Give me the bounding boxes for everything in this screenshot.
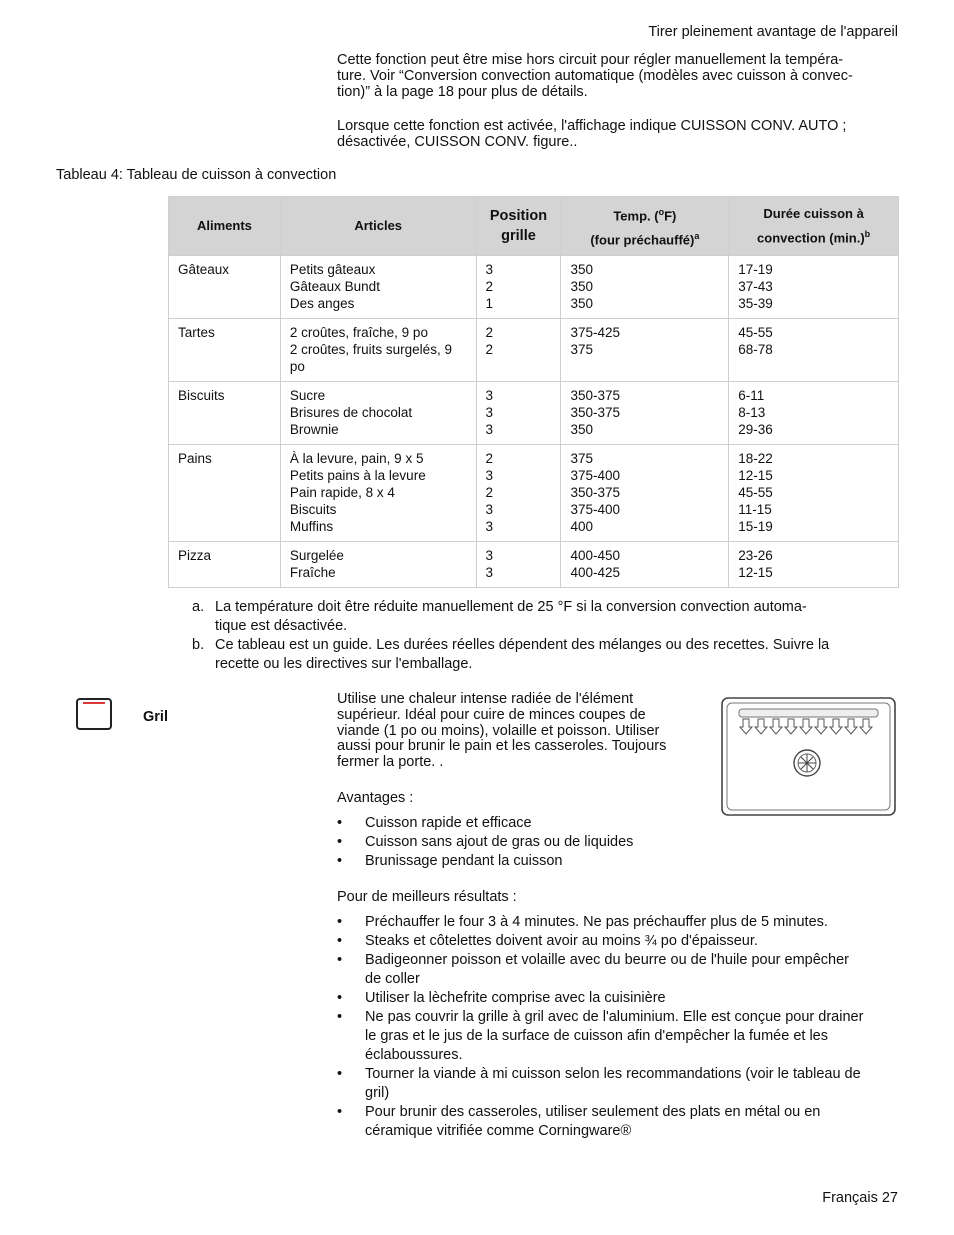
intro-paragraph-1: [337, 52, 897, 100]
table-header-row: [169, 197, 899, 256]
header-position: [476, 197, 561, 256]
cell-position-line: 2: [485, 485, 494, 500]
broil-label: Gril: [143, 709, 168, 725]
list-item-line: Ne pas couvrir la grille à gril avec de l'aluminium. Elle est conçue pour drainer: [365, 1009, 864, 1025]
cell-articles-line: po: [289, 359, 305, 374]
cell-articles: [280, 382, 476, 445]
heat-arrow: [800, 719, 812, 734]
heat-arrow: [860, 719, 872, 734]
header-articles: Articles: [280, 197, 476, 256]
cell-duree-line: 37-43: [738, 279, 773, 294]
cell-temp: [561, 382, 729, 445]
cell-temp-line: 350-375: [570, 485, 621, 500]
oven-broil-illustration: [721, 697, 897, 817]
intro-line: Lorsque cette fonction est activée, l'affichage indique CUISSON CONV. AUTO ;: [337, 118, 847, 134]
footnote-mark: b.: [192, 637, 205, 653]
cell-temp-line: 375-425: [570, 325, 621, 340]
cell-temp: [561, 319, 729, 382]
footnote-text: [215, 636, 829, 674]
list-item-line: Pour brunir des casseroles, utiliser seulement des plats en métal ou en: [365, 1104, 821, 1120]
cell-duree: [729, 382, 899, 445]
bullet-icon: •: [337, 1009, 343, 1025]
header-text: Durée cuisson à: [763, 205, 864, 221]
cell-duree: [729, 319, 899, 382]
cell-articles-line: Muffins: [289, 519, 334, 534]
table-footnotes: [192, 598, 882, 674]
footnote-text: [215, 598, 807, 636]
list-item: [337, 814, 899, 833]
footnote-line: recette ou les directives sur l'emballage.: [215, 656, 473, 672]
bullet-icon: •: [337, 990, 343, 1006]
description-line: aussi pour brunir le pain et les casseroles. Toujours: [337, 738, 667, 755]
bullet-icon: •: [337, 834, 343, 850]
list-item: [337, 913, 899, 932]
cell-duree-line: 17-19: [738, 262, 773, 277]
table-row: [169, 256, 899, 319]
list-item-text: [365, 913, 828, 932]
cell-temp-line: 400: [570, 519, 593, 534]
list-item: [337, 951, 899, 989]
cell-articles-line: Pain rapide, 8 x 4: [289, 485, 395, 500]
cell-temp-line: 375: [570, 451, 593, 466]
cell-articles-line: Gâteaux Bundt: [289, 279, 380, 294]
header-text: F): [664, 208, 677, 223]
cell-articles-line: Sucre: [289, 388, 326, 403]
bullet-icon: •: [337, 914, 343, 930]
cell-position: [476, 542, 561, 588]
cell-position: [476, 319, 561, 382]
description-line: supérieur. Idéal pour cuire de minces coupes de: [337, 706, 646, 723]
cell-position: [476, 445, 561, 542]
footnote-mark: a.: [192, 599, 205, 615]
list-item-line: gril): [365, 1085, 390, 1101]
footnote-line: tique est désactivée.: [215, 618, 348, 634]
degree-sup: o: [658, 206, 665, 217]
cell-duree-line: 11-15: [738, 502, 772, 517]
cell-temp-line: 350: [570, 279, 593, 294]
cell-temp-line: 375-400: [570, 468, 621, 483]
cell-articles-line: Petits gâteaux: [289, 262, 376, 277]
header-text: [567, 202, 722, 226]
header-duree: [729, 197, 899, 256]
cell-temp-line: 350-375: [570, 405, 621, 420]
intro-line: ture. Voir “Conversion convection automatique (modèles avec cuisson à convec-: [337, 68, 853, 84]
cell-position-line: 3: [485, 468, 494, 483]
bullet-icon: •: [337, 1066, 343, 1082]
broil-element-indicator: [83, 702, 105, 704]
cell-temp: [561, 256, 729, 319]
bullet-icon: •: [337, 815, 343, 831]
cell-duree-line: 18-22: [738, 451, 773, 466]
cell-duree: [729, 542, 899, 588]
bullet-icon: •: [337, 952, 343, 968]
header-text: grille: [501, 228, 536, 244]
cell-temp-line: 375-400: [570, 502, 621, 517]
list-item-line: céramique vitrifiée comme Corningware®: [365, 1123, 632, 1139]
list-item-text: Brunissage pendant la cuisson: [365, 853, 563, 869]
header-text: convection (min.): [757, 230, 865, 246]
cell-articles-line: Fraîche: [289, 565, 336, 580]
cell-position-line: 2: [485, 279, 494, 294]
table-row: [169, 382, 899, 445]
cell-articles-line: Surgelée: [289, 548, 344, 563]
cell-position-line: 3: [485, 519, 494, 534]
intro-line: tion)” à la page 18 pour plus de détails.: [337, 84, 588, 100]
cell-articles-line: Brownie: [289, 422, 339, 437]
intro-paragraph-2: [337, 118, 897, 150]
cell-aliment: Gâteaux: [169, 256, 281, 319]
list-item: [337, 1065, 899, 1103]
cell-aliment: Tartes: [169, 319, 281, 382]
heat-arrow: [785, 719, 797, 734]
list-item-text: Cuisson rapide et efficace: [365, 815, 532, 831]
cell-duree-line: 35-39: [738, 296, 773, 311]
list-item-text: [365, 989, 666, 1008]
list-item-text: [365, 951, 849, 989]
header-aliments: Aliments: [169, 197, 281, 256]
page-footer: Français 27: [822, 1190, 898, 1206]
list-item-line: de coller: [365, 971, 420, 987]
cell-duree-line: 45-55: [738, 485, 773, 500]
broil-element-icon: [76, 698, 112, 730]
description-line: Utilise une chaleur intense radiée de l'élément: [337, 691, 634, 707]
header-temp: [561, 197, 729, 256]
table-row: [169, 542, 899, 588]
footnote-line: La température doit être réduite manuellement de 25 °F si la conversion convection automa-: [215, 599, 807, 615]
cell-articles-line: À la levure, pain, 9 x 5: [289, 451, 424, 466]
table-row: [169, 319, 899, 382]
list-item-line: Badigeonner poisson et volaille avec du beurre ou de l'huile pour empêcher: [365, 952, 850, 968]
list-item: [337, 1008, 899, 1065]
list-item-text: [365, 1103, 820, 1141]
heat-arrows: [740, 719, 872, 734]
cell-duree: [729, 445, 899, 542]
footnote-ref: a: [694, 231, 700, 241]
cell-position-line: 3: [485, 548, 494, 563]
list-item-text: [365, 932, 758, 951]
list-item-line: le gras et le jus de la surface de cuisson afin d'empêcher la fumée et les: [365, 1028, 828, 1044]
cell-articles-line: Brisures de chocolat: [289, 405, 413, 420]
cell-articles: [280, 319, 476, 382]
heat-arrow: [845, 719, 857, 734]
list-item-line: Tourner la viande à mi cuisson selon les recommandations (voir le tableau de: [365, 1066, 861, 1082]
broil-element: [739, 709, 878, 717]
cell-duree-line: 8-13: [738, 405, 766, 420]
description-line: viande (1 po ou moins), volaille et poisson. Utiliser: [337, 722, 660, 739]
cell-duree-line: 45-55: [738, 325, 773, 340]
advantages-title: Avantages :: [337, 790, 414, 806]
cell-articles-line: Biscuits: [289, 502, 337, 517]
cell-aliment: Pizza: [169, 542, 281, 588]
cell-aliment: Biscuits: [169, 382, 281, 445]
header-text: Temp. (: [613, 208, 659, 223]
cell-position: [476, 382, 561, 445]
description-line: fermer la porte. .: [337, 754, 444, 771]
cell-temp-line: 400-450: [570, 548, 621, 563]
cell-duree-line: 15-19: [738, 519, 773, 534]
table-caption: Tableau 4: Tableau de cuisson à convection: [56, 167, 337, 183]
cell-position-line: 2: [485, 451, 494, 466]
cell-position-line: 3: [485, 565, 494, 580]
cell-position-line: 2: [485, 342, 494, 357]
cell-articles: [280, 542, 476, 588]
list-item-line: éclaboussures.: [365, 1047, 463, 1063]
cell-position-line: 3: [485, 405, 494, 420]
cell-position-line: 2: [485, 325, 494, 340]
cell-aliment: Pains: [169, 445, 281, 542]
table-row: [169, 445, 899, 542]
page-header: Tirer pleinement avantage de l'appareil: [648, 24, 898, 40]
footnote: [192, 598, 882, 636]
cell-temp: [561, 542, 729, 588]
cell-duree-line: 12-15: [738, 468, 773, 483]
list-item-line: Utiliser la lèchefrite comprise avec la cuisinière: [365, 990, 666, 1006]
cell-articles-line: 2 croûtes, fraîche, 9 po: [289, 325, 428, 340]
heat-arrow: [770, 719, 782, 734]
header-text: Position: [489, 208, 548, 224]
cell-duree-line: 29-36: [738, 422, 773, 437]
list-item: [337, 833, 899, 852]
cell-articles-line: 2 croûtes, fruits surgelés, 9: [289, 342, 452, 357]
cell-position-line: 3: [485, 422, 494, 437]
list-item-text: [365, 1008, 863, 1065]
bullet-icon: •: [337, 853, 343, 869]
intro-line: Cette fonction peut être mise hors circuit pour régler manuellement la tempéra-: [337, 52, 844, 68]
header-text: [567, 226, 722, 250]
cell-temp-line: 350: [570, 262, 593, 277]
cell-temp-line: 375: [570, 342, 593, 357]
intro-line: désactivée, CUISSON CONV. figure..: [337, 134, 578, 150]
list-item-line: Préchauffer le four 3 à 4 minutes. Ne pas préchauffer plus de 5 minutes.: [365, 914, 828, 930]
cell-duree: [729, 256, 899, 319]
cell-articles: [280, 445, 476, 542]
cell-duree-line: 23-26: [738, 548, 773, 563]
cell-articles-line: Petits pains à la levure: [289, 468, 426, 483]
footnote: [192, 636, 882, 674]
bullet-icon: •: [337, 933, 343, 949]
heat-arrow: [740, 719, 752, 734]
list-item-text: [365, 1065, 861, 1103]
cell-temp: [561, 445, 729, 542]
advantages-list: [337, 814, 899, 871]
bullet-icon: •: [337, 1104, 343, 1120]
cell-duree-line: 12-15: [738, 565, 773, 580]
cell-articles-line: Des anges: [289, 296, 355, 311]
cell-temp-line: 350: [570, 422, 593, 437]
list-item: [337, 989, 899, 1008]
cell-position-line: 1: [485, 296, 494, 311]
cell-position: [476, 256, 561, 319]
cell-articles: [280, 256, 476, 319]
footnote-line: Ce tableau est un guide. Les durées réelles dépendent des mélanges ou des recettes. Suivre la: [215, 637, 830, 653]
cell-temp-line: 350: [570, 296, 593, 311]
cell-position-line: 3: [485, 262, 494, 277]
header-text: (four préchauffé): [590, 232, 695, 248]
cell-position-line: 3: [485, 502, 494, 517]
list-item: [337, 852, 899, 871]
cell-duree-line: 6-11: [738, 388, 765, 403]
header-text: [735, 224, 892, 248]
list-item-line: Steaks et côtelettes doivent avoir au moins ¾ po d'épaisseur.: [365, 933, 758, 949]
list-item: [337, 932, 899, 951]
heat-arrow: [815, 719, 827, 734]
broil-description: [337, 692, 697, 771]
cell-duree-line: 68-78: [738, 342, 773, 357]
convection-cooking-table: [168, 196, 899, 588]
list-item: [337, 1103, 899, 1141]
cell-temp-line: 350-375: [570, 388, 621, 403]
heat-arrow: [755, 719, 767, 734]
tips-title: Pour de meilleurs résultats :: [337, 889, 517, 905]
cell-position-line: 3: [485, 388, 494, 403]
footnote-ref: b: [864, 228, 871, 239]
tips-list: [337, 913, 899, 1141]
cell-temp-line: 400-425: [570, 565, 621, 580]
heat-arrow: [830, 719, 842, 734]
list-item-text: Cuisson sans ajout de gras ou de liquides: [365, 834, 634, 850]
